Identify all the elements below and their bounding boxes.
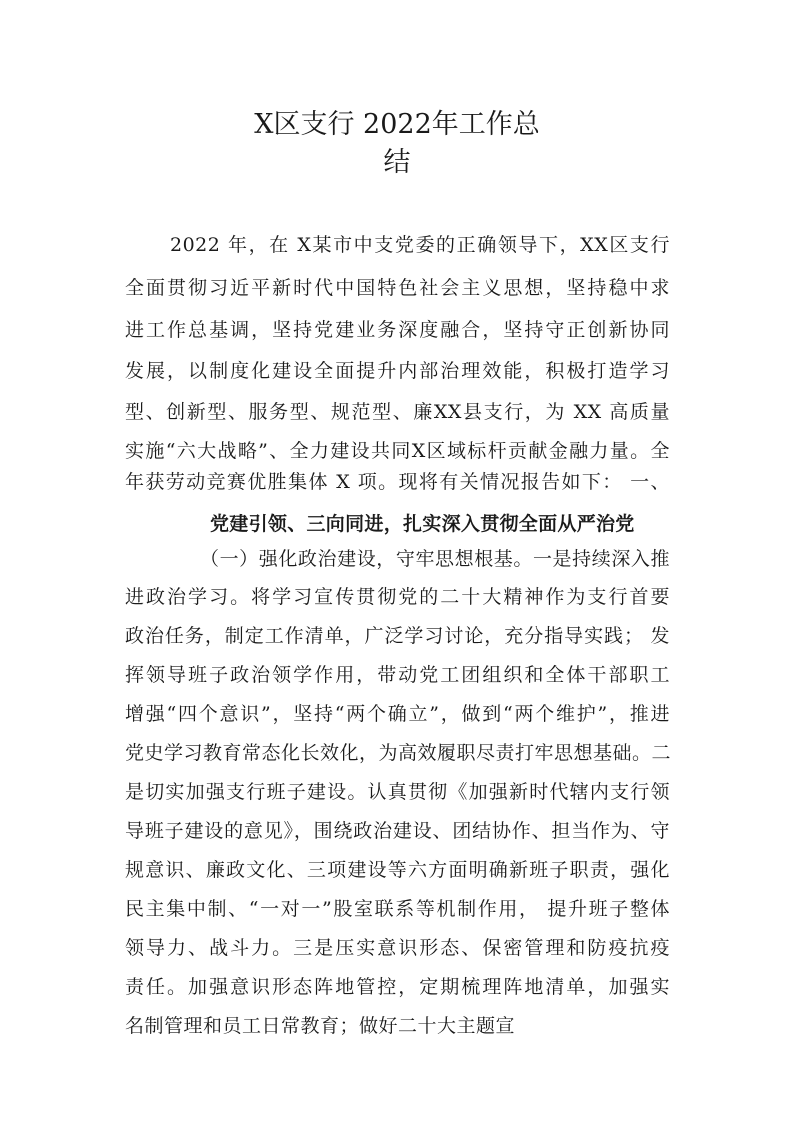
body-text-line: 政治任务，制定工作清单，广泛学习讨论，充分指导实践； 发	[125, 625, 670, 647]
body-text-line: 进工作总基调，坚持党建业务深度融合，坚持守正创新协同	[125, 319, 670, 341]
body-text-line: 年获劳动竞赛优胜集体 X 项。现将有关情况报告如下： 一、	[125, 471, 670, 493]
body-text-line: 实施“六大战略”、全力建设共同X区域标杆贡献金融力量。全	[125, 440, 670, 462]
body-text-line: 党史学习教育常态化长效化，为高效履职尽责打牢思想基础。二	[125, 742, 672, 764]
body-text-line: 规意识、廉政文化、三项建设等六方面明确新班子职责，强化	[125, 859, 670, 881]
body-text-line: 发展，以制度化建设全面提升内部治理效能，积极打造学习	[125, 360, 670, 382]
body-text-line: 挥领导班子政治领学作用，带动党工团组织和全体干部职工	[125, 664, 670, 686]
body-text-line: 是切实加强支行班子建设。认真贯彻《加强新时代辖内支行领	[125, 781, 670, 803]
body-text-line: 型、创新型、服务型、规范型、廉XX县支行，为 XX 高质量	[125, 401, 670, 423]
document-title-line-1: X区支行 2022年工作总	[254, 109, 540, 140]
body-text-line: 全面贯彻习近平新时代中国特色社会主义思想，坚持稳中求	[125, 277, 670, 299]
body-text-line: 名制管理和员工日常教育；做好二十大主题宣	[125, 1015, 516, 1037]
section-heading: 党建引领、三向同进，扎实深入贯彻全面从严治党	[210, 513, 635, 535]
body-text-line: 2022 年，在 X某市中支党委的正确领导下，XX区支行	[170, 234, 670, 256]
body-text-line: 民主集中制、“一对一”股室联系等机制作用， 提升班子整体	[125, 898, 670, 920]
document-title-line-2: 结	[383, 147, 411, 178]
body-text-line: 进政治学习。将学习宣传贯彻党的二十大精神作为支行首要	[125, 586, 670, 608]
body-text-line: 领导力、战斗力。三是压实意识形态、保密管理和防疫抗疫	[125, 937, 670, 959]
body-text-line: 增强“四个意识”，坚持“两个确立”，做到“两个维护”，推进	[125, 703, 670, 725]
body-text-line: 导班子建设的意见》，围绕政治建设、团结协作、担当作为、守	[125, 820, 670, 842]
body-text-line: 责任。加强意识形态阵地管控，定期梳理阵地清单，加强实	[125, 976, 670, 998]
body-text-line: （一）强化政治建设，守牢思想根基。一是持续深入推	[200, 548, 670, 570]
